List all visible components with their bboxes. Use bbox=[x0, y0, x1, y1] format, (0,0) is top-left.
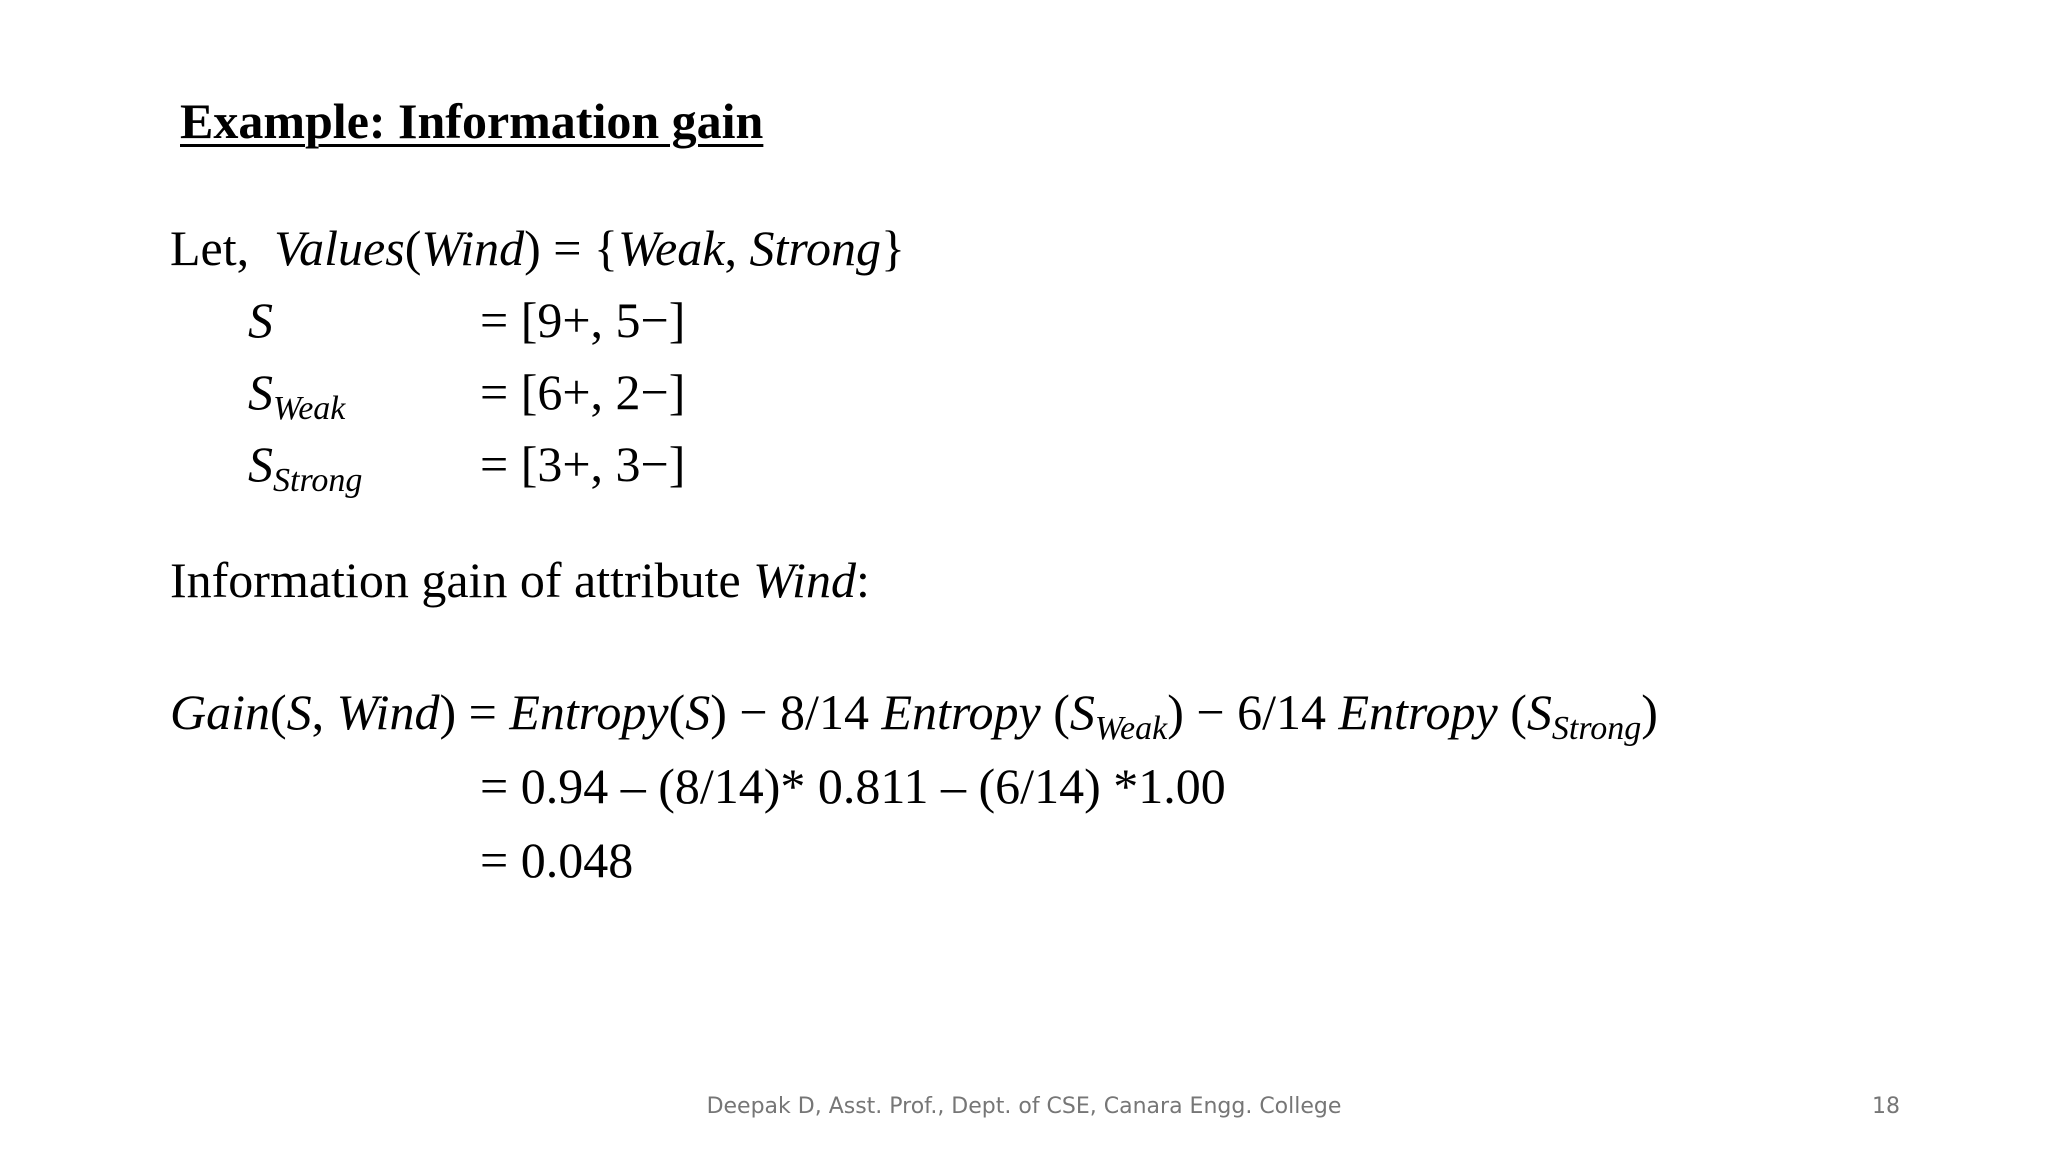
let-line bbox=[170, 218, 905, 278]
set-subscript: Weak bbox=[273, 390, 346, 427]
s-symbol: S bbox=[1069, 684, 1095, 740]
subscript-strong: Strong bbox=[1551, 710, 1642, 747]
info-gain-heading bbox=[170, 550, 870, 610]
close-paren-eq: ) = { bbox=[524, 220, 618, 276]
minus-term: ) − 6/14 bbox=[1167, 684, 1339, 740]
set-value-s: = [9+, 5−] bbox=[480, 292, 686, 348]
paren: ( bbox=[270, 684, 287, 740]
entropy-fn: Entropy bbox=[881, 684, 1041, 740]
set-symbol: S bbox=[248, 364, 273, 420]
heading-text: Information gain of attribute bbox=[170, 552, 754, 608]
strong-value: Strong bbox=[749, 220, 881, 276]
set-label-s-weak bbox=[248, 362, 345, 439]
comma: , bbox=[311, 684, 337, 740]
paren: ( bbox=[1040, 684, 1070, 740]
footer-author: Deepak D, Asst. Prof., Dept. of CSE, Canara Engg. College bbox=[706, 1094, 1342, 1119]
calc-line-2: = 0.048 bbox=[480, 832, 634, 888]
wind-attribute: Wind bbox=[336, 684, 440, 740]
set-label-s bbox=[248, 290, 273, 350]
paren: ) bbox=[1641, 684, 1658, 740]
slide-title: Example: Information gain bbox=[180, 93, 764, 149]
entropy-fn: Entropy bbox=[1338, 684, 1498, 740]
open-paren: ( bbox=[404, 220, 422, 276]
minus-term: ) − 8/14 bbox=[710, 684, 882, 740]
paren: ( bbox=[668, 684, 686, 740]
wind-attribute: Wind bbox=[421, 220, 525, 276]
paren: ( bbox=[1497, 684, 1527, 740]
weak-value: Weak bbox=[618, 220, 725, 276]
close-eq: ) = bbox=[439, 684, 510, 740]
set-subscript: Strong bbox=[273, 462, 363, 499]
set-symbol: S bbox=[248, 436, 273, 492]
calc-line-1: = 0.94 – (8/14)* 0.811 – (6/14) *1.00 bbox=[480, 758, 1226, 814]
set-value-s-strong: = [3+, 3−] bbox=[480, 436, 686, 492]
values-function: Values bbox=[274, 220, 405, 276]
s-symbol: S bbox=[286, 684, 312, 740]
s-symbol: S bbox=[1526, 684, 1552, 740]
comma: , bbox=[724, 220, 750, 276]
page-number: 18 bbox=[1872, 1094, 1900, 1119]
set-symbol: S bbox=[248, 292, 273, 348]
entropy-fn: Entropy bbox=[509, 684, 669, 740]
set-value-s-weak: = [6+, 2−] bbox=[480, 364, 686, 420]
heading-attribute: Wind bbox=[753, 552, 856, 608]
set-label-s-strong bbox=[248, 434, 362, 511]
let-word: Let, bbox=[170, 220, 250, 276]
subscript-weak: Weak bbox=[1094, 710, 1168, 747]
gain-fn: Gain bbox=[170, 684, 270, 740]
close-brace: } bbox=[880, 220, 905, 276]
heading-colon: : bbox=[855, 552, 870, 608]
s-symbol: S bbox=[685, 684, 711, 740]
gain-formula-line bbox=[170, 682, 1658, 759]
